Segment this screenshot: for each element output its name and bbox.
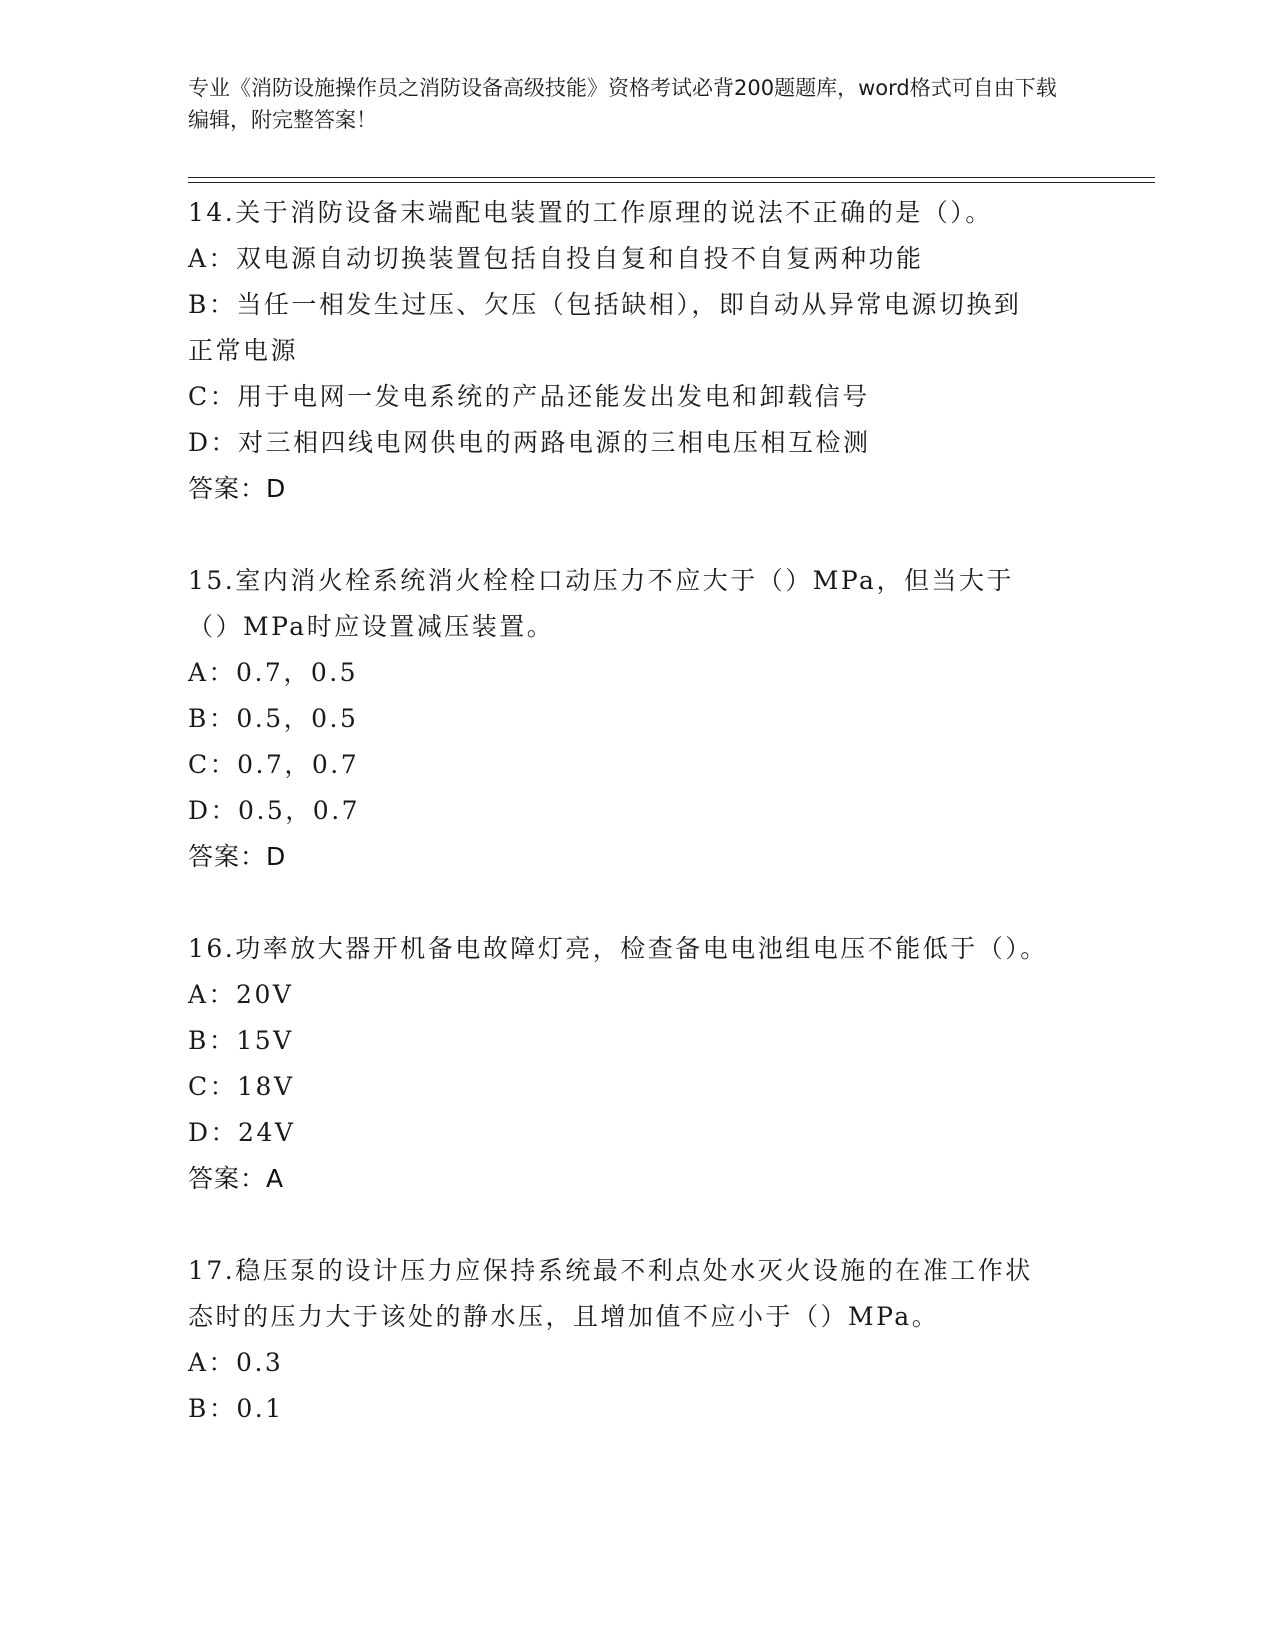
header-divider-top [188, 177, 1155, 178]
option-a: A：0.7，0.5 [188, 658, 359, 687]
answer-label: 答案：A [188, 1164, 285, 1193]
question-stem: 16.功率放大器开机备电故障灯亮，检查备电电池组电压不能低于（）。 [188, 934, 1048, 963]
question-17 [188, 1248, 1088, 1432]
option-b: B：0.5，0.5 [188, 704, 359, 733]
question-stem: 17.稳压泵的设计压力应保持系统最不利点处水灭火设施的在准工作状态时的压力大于该处的静水压，且增加值不应小于（）MPa。 [188, 1256, 1033, 1331]
option-d: D：对三相四线电网供电的两路电源的三相电压相互检测 [188, 428, 871, 457]
question-14 [188, 190, 1088, 512]
option-b: B：当任一相发生过压、欠压（包括缺相），即自动从异常电源切换到正常电源 [188, 290, 1022, 365]
option-c: C：18V [188, 1072, 295, 1101]
answer-label: 答案：D [188, 842, 287, 871]
header-divider-bottom [188, 182, 1155, 183]
option-d: D：24V [188, 1118, 296, 1147]
option-a: A：20V [188, 980, 294, 1009]
question-16 [188, 926, 1088, 1202]
question-spacer [188, 880, 1088, 926]
answer-label: 答案：D [188, 474, 287, 503]
option-b: B：0.1 [188, 1394, 284, 1423]
option-b: B：15V [188, 1026, 294, 1055]
question-list [188, 190, 1088, 1432]
option-c: C：用于电网一发电系统的产品还能发出发电和卸载信号 [188, 382, 870, 411]
question-15 [188, 558, 1088, 880]
question-stem: 15.室内消火栓系统消火栓栓口动压力不应大于（）MPa，但当大于（）MPa时应设置减压装置。 [188, 566, 1014, 641]
option-c: C：0.7，0.7 [188, 750, 360, 779]
document-header: 专业《消防设施操作员之消防设备高级技能》资格考试必背200题题库，word格式可自由下载编辑，附完整答案！ [188, 76, 1057, 132]
question-spacer [188, 1202, 1088, 1248]
option-a: A：双电源自动切换装置包括自投自复和自投不自复两种功能 [188, 244, 924, 273]
option-a: A：0.3 [188, 1348, 284, 1377]
option-d: D：0.5，0.7 [188, 796, 361, 825]
question-stem: 14.关于消防设备末端配电装置的工作原理的说法不正确的是（）。 [188, 198, 993, 227]
question-spacer [188, 512, 1088, 558]
